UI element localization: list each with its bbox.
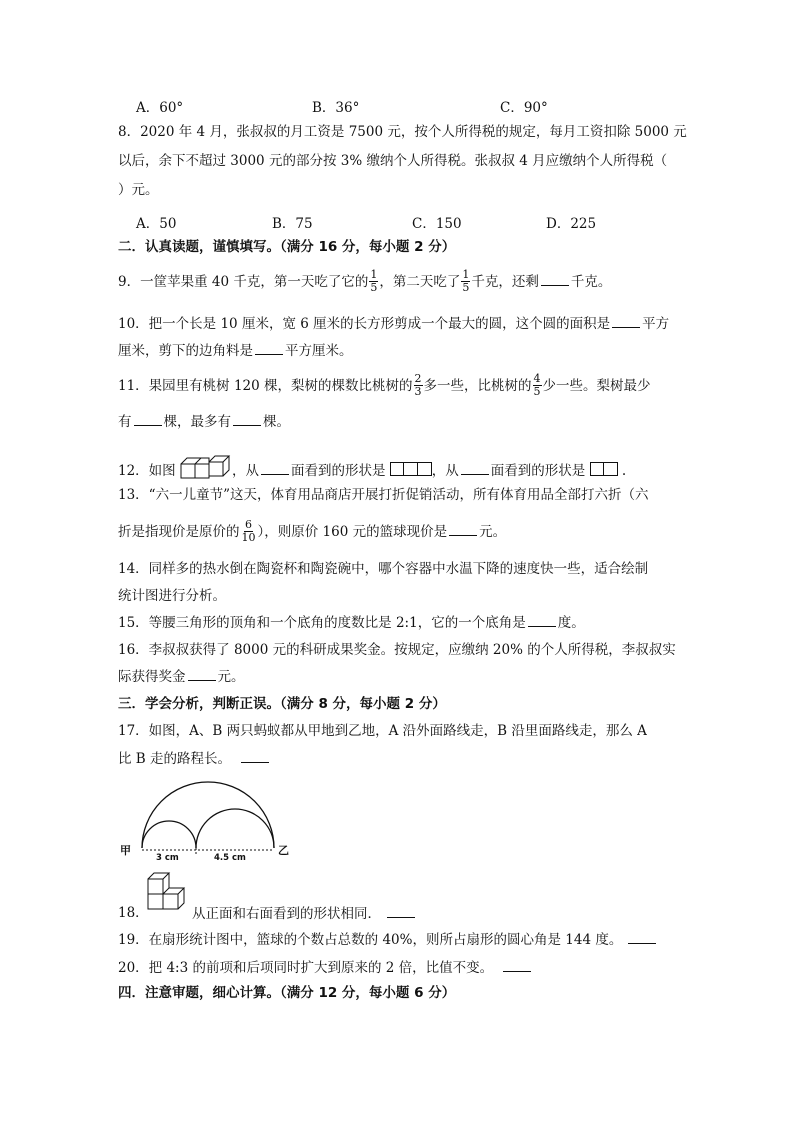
q11-line1 xyxy=(118,374,651,399)
q8-line2: 以后，余下不超过 3000 元的部分按 3% 缴纳个人所得税。张叔叔 4 月应缴纳个人所得税（ xyxy=(118,153,668,169)
q12-text: 面看到的形状是 xyxy=(290,463,386,479)
q9-text-4: 千克。 xyxy=(570,274,612,290)
answer-blank[interactable] xyxy=(233,411,261,426)
q12-text: 面看到的形状是 xyxy=(490,463,586,479)
dimension-4-5cm: 4.5 cm xyxy=(214,853,246,863)
answer-blank[interactable] xyxy=(255,340,283,355)
section-3-heading: 三．学会分析，判断正误。（满分 8 分，每小题 2 分） xyxy=(118,696,446,712)
q8-option-a: A．50 xyxy=(136,216,177,232)
q18 xyxy=(118,903,149,923)
q14-line1: 14．同样多的热水倒在陶瓷杯和陶瓷碗中，哪个容器中水温下降的速度快一些，适合绘制 xyxy=(118,561,649,577)
q7-option-b: B．36° xyxy=(312,100,360,116)
q10-line1 xyxy=(118,313,669,334)
q11-text: 有 xyxy=(118,414,132,430)
q8-option-c: C．150 xyxy=(412,216,462,232)
section-2-heading: 二．认真读题，谨慎填写。（满分 16 分，每小题 2 分） xyxy=(118,239,456,255)
q12 xyxy=(118,455,626,481)
q12-text: ，从 xyxy=(231,463,259,479)
answer-blank[interactable] xyxy=(449,521,477,536)
q12-text: ，从 xyxy=(431,463,459,479)
q10-line2 xyxy=(118,340,353,361)
q9-text-1: 9．一筐苹果重 40 千克，第一天吃了它的 xyxy=(118,274,369,290)
q11-text: 棵。 xyxy=(263,414,290,430)
answer-blank[interactable] xyxy=(628,929,656,944)
answer-blank[interactable] xyxy=(387,903,415,918)
q8-line3: ）元。 xyxy=(118,182,159,198)
dimension-3cm: 3 cm xyxy=(156,853,179,863)
q9 xyxy=(118,270,611,295)
answer-blank[interactable] xyxy=(241,748,269,763)
section-4-heading: 四．注意审题，细心计算。（满分 12 分，每小题 6 分） xyxy=(118,985,456,1001)
q18-number: 18． xyxy=(118,905,149,921)
q15-text: 度。 xyxy=(557,615,585,631)
q19-statement: 19．在扇形统计图中，篮球的个数占总数的 40%，则所占扇形的圆心角是 144 度。 xyxy=(118,932,623,948)
q11-text: 11．果园里有桃树 120 棵，梨树的棵数比桃树的 xyxy=(118,378,413,394)
q13-line1: 13．“六一儿童节”这天，体育用品商店开展打折促销活动，所有体育用品全部打六折（六 xyxy=(118,487,649,503)
cubes-figure xyxy=(180,455,232,481)
q16-text: 元。 xyxy=(217,669,245,685)
answer-blank[interactable] xyxy=(188,666,216,681)
cube-stack-figure xyxy=(147,872,189,916)
q20-statement: 20．把 4:3 的前项和后项同时扩大到原来的 2 倍，比值不变。 xyxy=(118,960,494,976)
answer-blank[interactable] xyxy=(541,271,569,286)
point-yi-label: 乙 xyxy=(278,844,289,857)
q17-line2 xyxy=(118,748,271,769)
q17-text: 比 B 走的路程长。 xyxy=(118,751,232,767)
answer-blank[interactable] xyxy=(461,460,489,475)
q7-option-a: A．60° xyxy=(136,100,184,116)
q16-line1: 16．李叔叔获得了 8000 元的科研成果奖金。按规定，应缴纳 20% 的个人所得税，李叔叔实 xyxy=(118,642,676,658)
semicircle-path-figure xyxy=(118,778,298,864)
q13-text: 折是指现价是原价的 xyxy=(118,524,240,540)
answer-blank[interactable] xyxy=(261,460,289,475)
q13-text: ），则原价 160 元的篮球现价是 xyxy=(257,524,448,540)
q11-text: 棵，最多有 xyxy=(163,414,231,430)
q11-text: 少一些。梨树最少 xyxy=(542,378,651,394)
q13-text: 元。 xyxy=(479,524,507,540)
q14-line2: 统计图进行分析。 xyxy=(118,588,226,604)
three-squares-shape xyxy=(390,462,432,476)
q10-text: 厘米，剪下的边角料是 xyxy=(118,343,253,359)
q11-line2 xyxy=(118,411,290,432)
q18-statement: 从正面和右面看到的形状相同． xyxy=(192,906,381,922)
q17-line1: 17．如图，A、B 两只蚂蚁都从甲地到乙地，A 沿外面路线走，B 沿里面路线走，那么 A xyxy=(118,723,647,739)
answer-blank[interactable] xyxy=(528,612,556,627)
fraction: $\frac{2}{3}$ xyxy=(414,372,422,398)
q20 xyxy=(118,957,533,978)
q16-text: 际获得奖金 xyxy=(118,669,186,685)
q9-text-2: ，第二天吃了 xyxy=(379,274,461,290)
q16-line2 xyxy=(118,666,245,687)
q18-text xyxy=(192,903,417,924)
q10-text: 10．把一个长是 10 厘米，宽 6 厘米的长方形剪成一个最大的圆，这个圆的面积是 xyxy=(118,316,611,332)
q12-text: . xyxy=(621,463,627,479)
q19 xyxy=(118,929,658,950)
q11-text: 多一些，比桃树的 xyxy=(423,378,532,394)
two-squares-shape xyxy=(590,462,618,476)
q10-text: 平方 xyxy=(642,316,670,332)
q8-option-b: B．75 xyxy=(272,216,313,232)
q15-text: 15．等腰三角形的顶角和一个底角的度数比是 2:1，它的一个底角是 xyxy=(118,615,526,631)
fraction: $\frac{6}{10}$ xyxy=(241,518,256,544)
q10-text: 平方厘米。 xyxy=(285,343,353,359)
answer-blank[interactable] xyxy=(503,957,531,972)
q13-line2 xyxy=(118,520,506,545)
fraction: $\frac{1}{5}$ xyxy=(462,268,470,294)
q15 xyxy=(118,612,585,633)
fraction: $\frac{1}{5}$ xyxy=(370,268,378,294)
point-jia-label: 甲 xyxy=(120,844,131,857)
q9-text-3: 千克，还剩 xyxy=(471,274,539,290)
answer-blank[interactable] xyxy=(612,313,640,328)
q8-line1: 8．2020 年 4 月，张叔叔的月工资是 7500 元，按个人所得税的规定，每月工资扣除 5000 元 xyxy=(118,124,687,140)
q8-option-d: D．225 xyxy=(546,216,597,232)
answer-blank[interactable] xyxy=(134,411,162,426)
fraction: $\frac{4}{5}$ xyxy=(533,372,541,398)
q7-option-c: C．90° xyxy=(500,100,548,116)
q12-text: 12．如图 xyxy=(118,463,176,479)
